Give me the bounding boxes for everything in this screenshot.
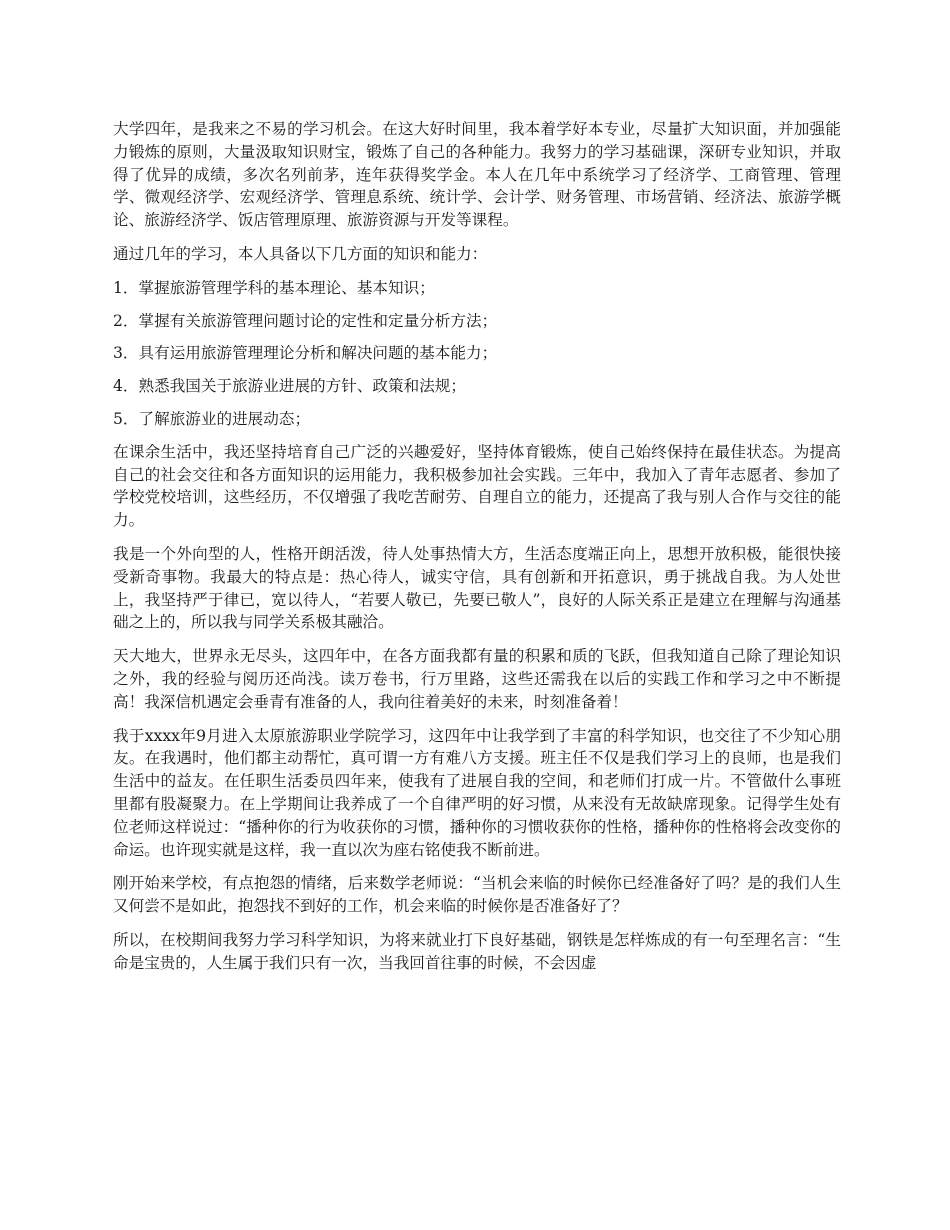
paragraph-study-overview: 大学四年，是我来之不易的学习机会。在这大好时间里，我本着学好本专业，尽量扩大知识面，并加强能力锻炼的原则，大量汲取知识财宝，锻炼了自己的各种能力。我努力的学习基础课，深研专业知识，并取得了优异的成绩，多次名列前茅，连年获得奖学金。本人在几年中系统学习了经济学、工商管理、管理学、微观经济学、宏观经济学、管理息系统、统计学、会计学、财务管理、市场营销、经济法、旅游学概论、旅游经济学、饭店管理原理、旅游资源与开发等课程。: [113, 120, 841, 230]
paragraph-growth: 天大地大，世界永无尽头，这四年中，在各方面我都有量的积累和质的飞跃，但我知道自己除了理论知识之外，我的经验与阅历还尚浅。读万卷书，行万里路，这些还需我在以后的实践工作和学习之中不断提高！我深信机遇定会垂青有准备的人，我向往着美好的未来，时刻准备着！: [113, 647, 841, 711]
paragraph-personality: 我是一个外向型的人，性格开朗活泼，待人处事热情大方，生活态度端正向上，思想开放积极，能很快接受新奇事物。我最大的特点是：热心待人，诚实守信，具有创新和开拓意识，勇于挑战自我。为人处世上，我坚持严于律已，宽以待人，“若要人敬已，先要已敬人”，良好的人际关系正是建立在理解与沟通基础之上的，所以我与同学关系极其融洽。: [113, 544, 841, 632]
list-item-2: 2．掌握有关旅游管理问题讨论的定性和定量分析方法；: [113, 311, 498, 330]
paragraph-abilities-intro: 通过几年的学习，本人具备以下几方面的知识和能力：: [113, 244, 488, 263]
list-item-3: 3．具有运用旅游管理理论分析和解决问题的基本能力；: [113, 344, 498, 363]
list-item-1: 1．掌握旅游管理学科的基本理论、基本知识；: [113, 278, 435, 297]
list-item-5: 5．了解旅游业的进展动态；: [113, 409, 311, 428]
paragraph-teacher-quote: 刚开始来学校，有点抱怨的情绪，后来数学老师说：“当机会来临的时候你已经准备好了吗？是的我们人生又何尝不是如此，抱怨找不到好的工作，机会来临的时候你是否准备好了？: [113, 874, 841, 916]
paragraph-conclusion: 所以，在校期间我努力学习科学知识，为将来就业打下良好基础，钢铁是怎样炼成的有一句至理名言：“生命是宝贵的，人生属于我们只有一次，当我回首往事的时候，不会因虚: [113, 930, 841, 972]
paragraph-extracurricular: 在课余生活中，我还坚持培育自己广泛的兴趣爱好，坚持体育锻炼，使自己始终保持在最佳状态。为提高自己的社会交往和各方面知识的运用能力，我积极参加社会实践。三年中，我加入了青年志愿者、参加了学校党校培训，这些经历，不仅增强了我吃苦耐劳、自理自立的能力，还提高了我与别人合作与交往的能力。: [113, 442, 841, 530]
list-item-4: 4．熟悉我国关于旅游业进展的方针、政策和法规；: [113, 377, 466, 396]
document-body: [113, 118, 841, 986]
paragraph-college-life: 我于xxxx年9月进入太原旅游职业学院学习，这四年中让我学到了丰富的科学知识，也交往了不少知心朋友。在我遇时，他们都主动帮忙，真可谓一方有难八方支援。班主任不仅是我们学习上的良师，也是我们生活中的益友。在任职生活委员四年来，使我有了进展自我的空间，和老师们打成一片。不管做什么事班里都有股凝聚力。在上学期间让我养成了一个自律严明的好习惯，从来没有无故缺席现象。记得学生处有位老师这样说过：“播种你的行为收获你的习惯，播种你的习惯收获你的性格，播种你的性格将会改变你的命运。也许现实就是这样，我一直以次为座右铭使我不断前进。: [113, 726, 841, 859]
